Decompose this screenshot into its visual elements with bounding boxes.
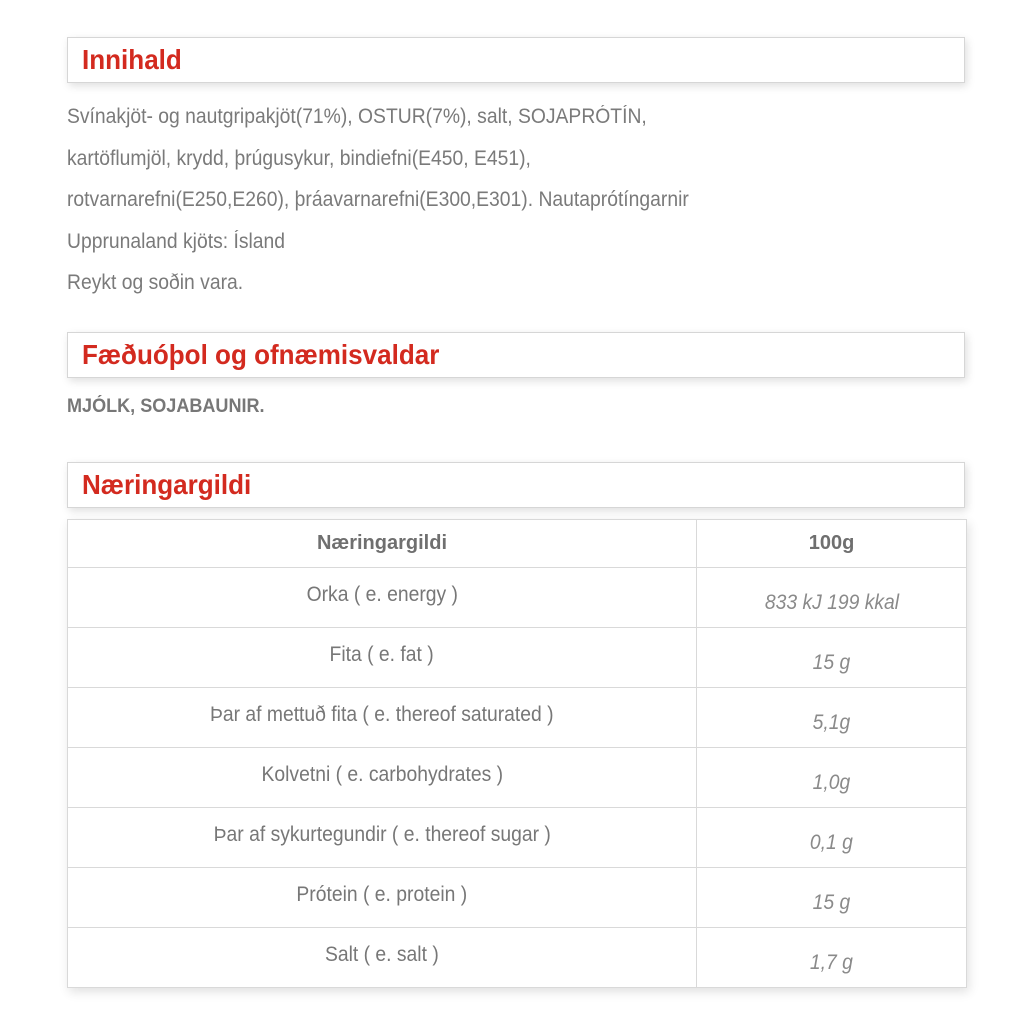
nutrient-name bbox=[68, 928, 697, 988]
nutrient-value-text: 15 g bbox=[812, 650, 851, 674]
nutrient-name bbox=[68, 748, 697, 808]
table-row bbox=[68, 808, 967, 868]
table-header-row bbox=[68, 520, 967, 568]
column-header-nutrient: Næringargildi bbox=[68, 520, 697, 568]
table-row bbox=[68, 688, 967, 748]
nutrient-name-text: Þar af mettuð fita ( e. thereof saturated ) bbox=[210, 702, 554, 726]
ingredients-line: rotvarnarefni(E250,E260), þráavarnarefni(E300,E301). Nautaprótíngarnir bbox=[67, 188, 689, 211]
ingredients-text bbox=[67, 96, 967, 304]
nutrient-name bbox=[68, 568, 697, 628]
nutrient-name-text: Kolvetni ( e. carbohydrates ) bbox=[261, 762, 503, 786]
nutrient-value bbox=[697, 628, 967, 688]
ingredients-header bbox=[67, 37, 965, 83]
nutrient-name-text: Prótein ( e. protein ) bbox=[296, 882, 468, 906]
allergens-header bbox=[67, 332, 965, 378]
nutrient-name bbox=[68, 868, 697, 928]
nutrient-value-text: 0,1 g bbox=[810, 830, 853, 854]
nutrient-value-text: 833 kJ 199 kkal bbox=[764, 590, 899, 614]
table-row bbox=[68, 868, 967, 928]
nutrient-value-text: 15 g bbox=[812, 890, 851, 914]
nutrient-name bbox=[68, 688, 697, 748]
nutrient-value-text: 5,1g bbox=[812, 710, 851, 734]
nutrient-name bbox=[68, 808, 697, 868]
nutrient-value bbox=[697, 928, 967, 988]
nutrition-title: Næringargildi bbox=[82, 469, 252, 500]
nutrient-value bbox=[697, 868, 967, 928]
nutrient-value bbox=[697, 568, 967, 628]
nutrient-name-text: Salt ( e. salt ) bbox=[325, 942, 439, 966]
column-header-per-100g: 100g bbox=[697, 520, 967, 568]
nutrient-name-text: Þar af sykurtegundir ( e. thereof sugar ) bbox=[213, 822, 551, 846]
allergens-text: MJÓLK, SOJABAUNIR. bbox=[67, 396, 265, 417]
nutrient-value bbox=[697, 688, 967, 748]
ingredients-title: Innihald bbox=[82, 44, 182, 75]
origin-line: Upprunaland kjöts: Ísland bbox=[67, 229, 286, 253]
table-row bbox=[68, 568, 967, 628]
table-row bbox=[68, 628, 967, 688]
allergens-title: Fæðuóþol og ofnæmisvaldar bbox=[82, 339, 440, 370]
preparation-line: Reykt og soðin vara. bbox=[67, 271, 244, 294]
nutrition-table bbox=[67, 519, 967, 988]
nutrient-name-text: Fita ( e. fat ) bbox=[329, 642, 435, 666]
nutrient-name-text: Orka ( e. energy ) bbox=[306, 582, 458, 606]
nutrient-value bbox=[697, 808, 967, 868]
nutrient-value-text: 1,7 g bbox=[810, 950, 853, 974]
table-row bbox=[68, 748, 967, 808]
nutrient-value-text: 1,0g bbox=[812, 770, 851, 794]
table-row bbox=[68, 928, 967, 988]
nutrition-header bbox=[67, 462, 965, 508]
nutrient-name bbox=[68, 628, 697, 688]
ingredients-line: kartöflumjöl, krydd, þrúgusykur, bindiefni(E450, E451), bbox=[67, 146, 531, 170]
ingredients-line: Svínakjöt- og nautgripakjöt(71%), OSTUR(7%), salt, SOJAPRÓTÍN, bbox=[67, 105, 647, 128]
nutrient-value bbox=[697, 748, 967, 808]
